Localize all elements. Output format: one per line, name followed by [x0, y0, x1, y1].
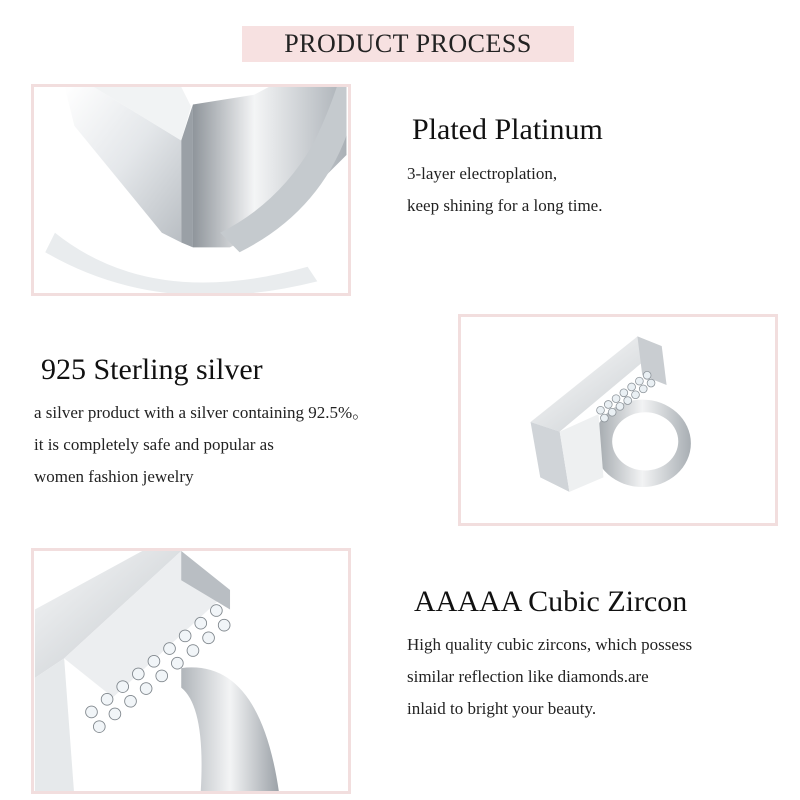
section-description-cubic-zircon — [407, 629, 692, 725]
description-line: a silver product with a silver containing 92.5%。 — [34, 403, 370, 422]
section-description-sterling-silver — [34, 397, 369, 493]
section-heading-plated-platinum: Plated Platinum — [412, 113, 603, 146]
product-photo-zircon — [31, 548, 351, 794]
product-photo-plated — [31, 84, 351, 296]
description-line: inlaid to bright your beauty. — [407, 699, 597, 718]
description-line: keep shining for a long time. — [407, 196, 603, 215]
ring-zircon-closeup-icon — [34, 551, 348, 791]
section-heading-cubic-zircon: AAAAA Cubic Zircon — [414, 585, 688, 618]
description-line: women fashion jewelry — [34, 467, 194, 486]
description-line: it is completely safe and popular as — [34, 435, 274, 454]
product-photo-full-ring — [458, 314, 778, 526]
ring-closeup-icon — [34, 87, 348, 293]
section-description-plated-platinum — [407, 158, 602, 222]
description-line: High quality cubic zircons, which possess — [407, 635, 693, 654]
description-line: 3-layer electroplation, — [407, 164, 558, 183]
description-line: similar reflection like diamonds.are — [407, 667, 649, 686]
ring-full-icon — [461, 317, 775, 523]
section-banner — [242, 26, 574, 62]
section-heading-sterling-silver: 925 Sterling silver — [41, 353, 263, 386]
banner-title: PRODUCT PROCESS — [284, 29, 532, 58]
